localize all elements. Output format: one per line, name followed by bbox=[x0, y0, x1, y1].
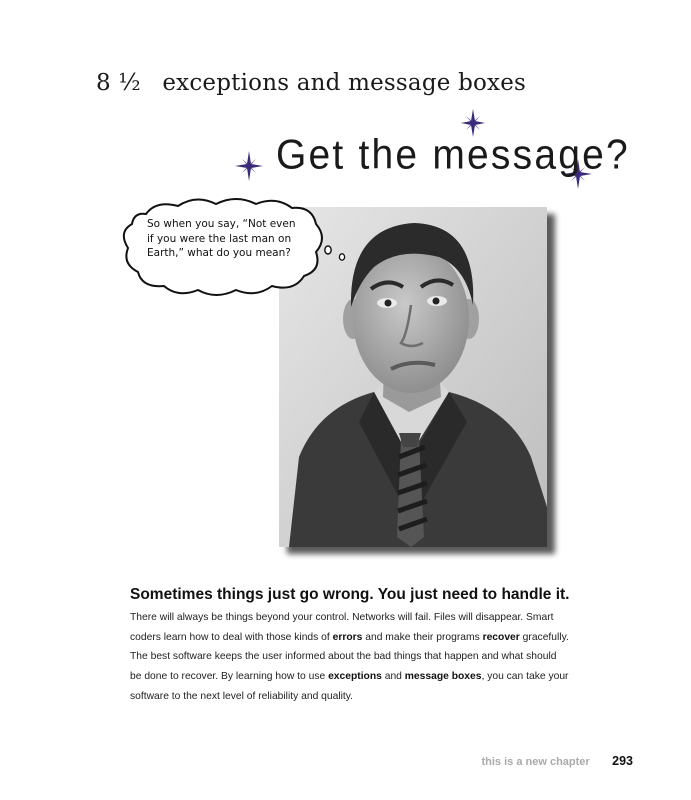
body-text-segment: and make their programs bbox=[362, 631, 483, 643]
chapter-number: 8 ½ bbox=[96, 70, 141, 96]
body-text-bold: message boxes bbox=[404, 671, 482, 683]
body-text-segment: and bbox=[381, 671, 405, 683]
body-text-bold: recover bbox=[482, 631, 520, 643]
chapter-title: exceptions and message boxes bbox=[162, 70, 527, 96]
body-text-segment: There will always be things beyond your control. Networks will fail. Files will disappear. Smart coders learn how to deal with those kinds of bbox=[130, 612, 554, 643]
body-text-bold: exceptions bbox=[328, 671, 382, 683]
footer-tag: this is a new chapter bbox=[481, 756, 590, 768]
body-text-bold: errors bbox=[332, 631, 363, 643]
page-number: 293 bbox=[612, 754, 633, 768]
body-text-segment: , you can take your software to the next level of reliability and quality. bbox=[130, 671, 569, 702]
page-footer bbox=[481, 752, 633, 770]
chapter-header bbox=[96, 70, 526, 96]
sparkle-icon bbox=[233, 150, 265, 182]
section-heading: Sometimes things just go wrong. You just need to handle it. bbox=[130, 586, 570, 603]
body-text-segment: gracefully. The best software keeps the user informed about the bad things that happen and what should be done to recover. By learning how to use bbox=[130, 631, 569, 683]
section-body bbox=[130, 608, 570, 707]
thought-bubble-text: So when you say, “Not even if you were the last man on Earth,” what do you mean? bbox=[147, 218, 296, 259]
page-title: Get the message? bbox=[276, 132, 630, 179]
